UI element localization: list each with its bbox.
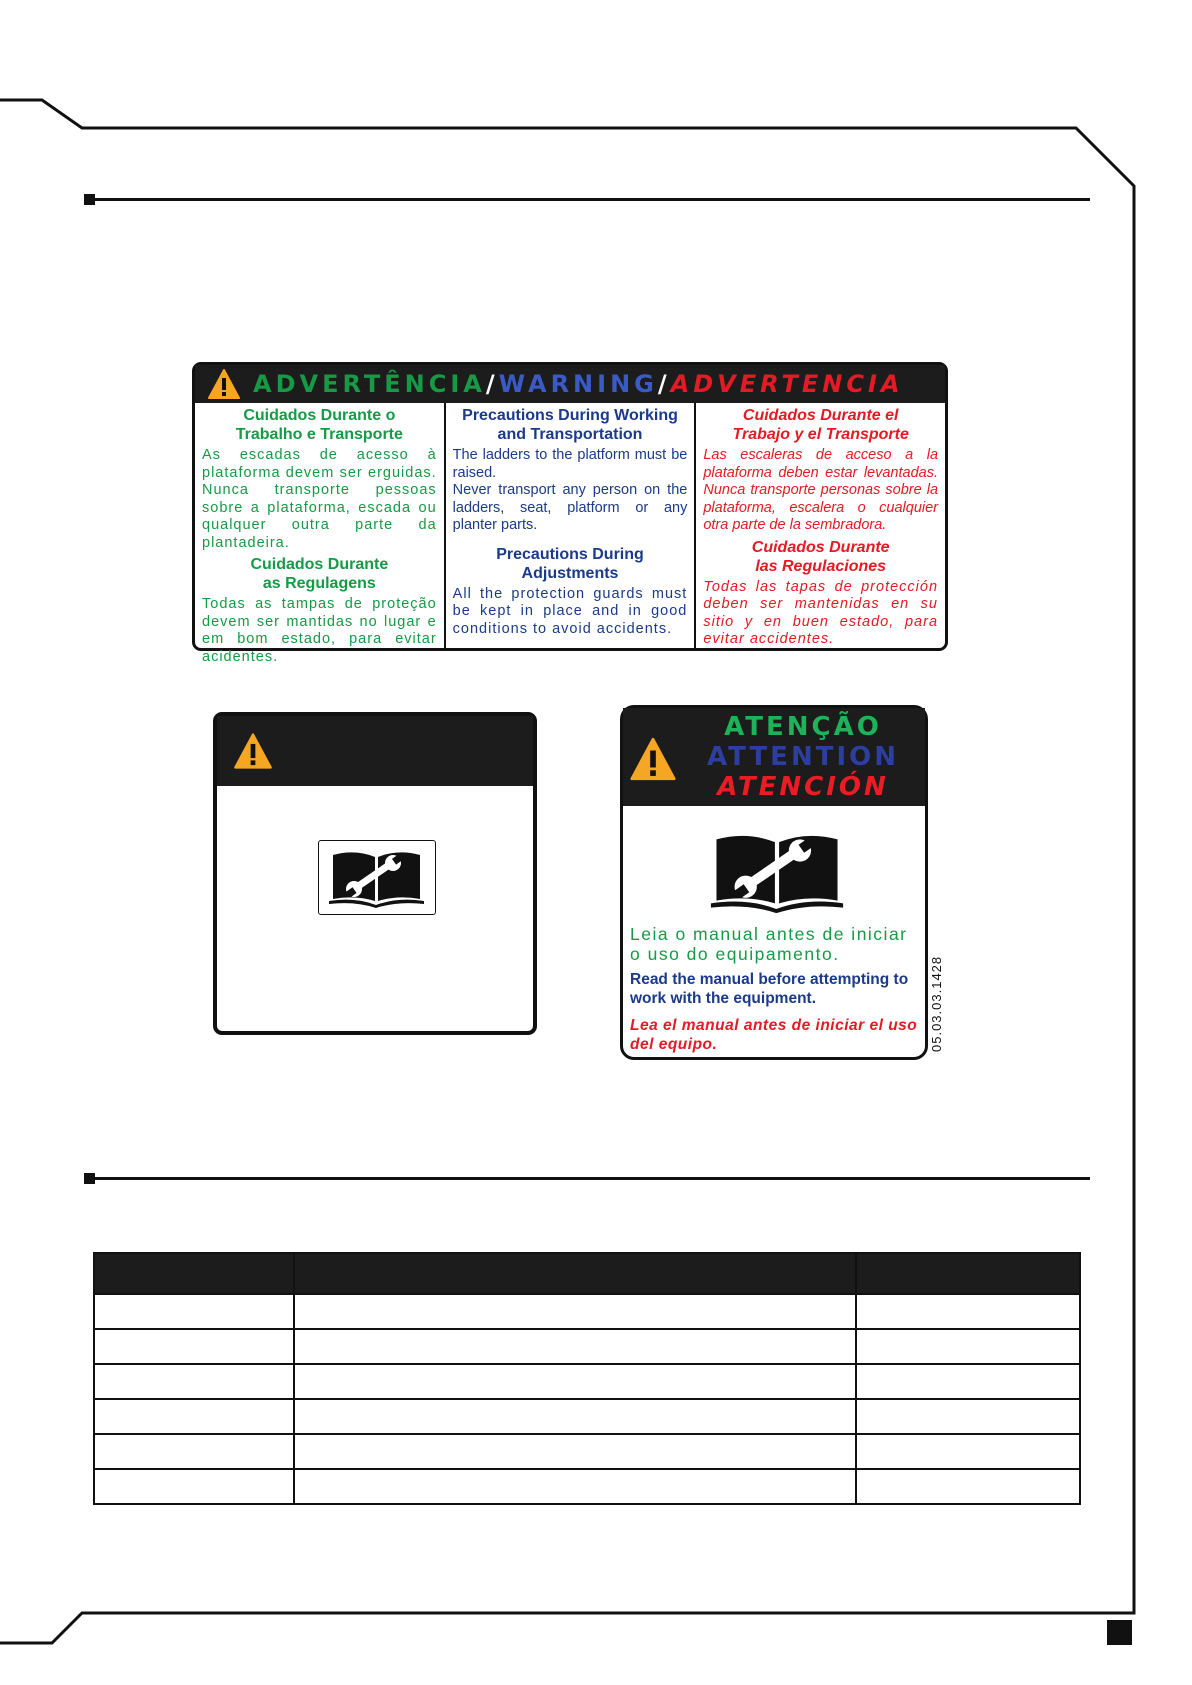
table-row xyxy=(94,1294,1080,1329)
attention-title-es: ATENCIÓN xyxy=(717,772,889,802)
attention-decal xyxy=(620,705,928,1060)
manual-decal-blank xyxy=(213,712,537,1035)
page-number-box xyxy=(1107,1620,1132,1645)
attention-text-es: Lea el manual antes de iniciar el uso del equipo. xyxy=(630,1017,918,1053)
column-heading: Cuidados Durante las Regulaciones xyxy=(751,538,890,575)
attention-text-en: Read the manual before attempting to work with the equipment. xyxy=(630,971,909,1007)
table-header-row xyxy=(94,1253,1080,1294)
warning-triangle-icon xyxy=(207,368,241,400)
column-text: All the protection guards must be kept in place and in good conditions to avoid accidents. xyxy=(452,585,688,637)
warning-column-pt xyxy=(195,403,444,665)
manual-decal-blank-header xyxy=(217,716,533,786)
warning-column-es xyxy=(694,403,945,650)
attention-title-pt: ATENÇÃO xyxy=(724,712,882,742)
column-text: As escadas de acesso à plataforma devem ser erguidas. Nunca transporte pessoas sobre a plataforma, escada ou qualquer outra parte da plantadeira. xyxy=(202,447,437,551)
manual-book-wrench-icon xyxy=(697,816,857,924)
warning-decal xyxy=(192,362,948,665)
attention-decal-header xyxy=(623,708,925,806)
column-heading: Cuidados Durante el Trabajo y el Transporte xyxy=(732,407,909,443)
table-header-cell xyxy=(94,1253,294,1294)
warning-triangle-icon xyxy=(629,736,677,782)
table-row xyxy=(94,1329,1080,1364)
warning-decal-header xyxy=(195,365,945,403)
warning-column-en xyxy=(444,403,695,650)
decal-part-code: 05.03.03.1428 xyxy=(929,955,944,1052)
table-header-cell xyxy=(856,1253,1080,1294)
column-text: The ladders to the platform must be raised. Never transport any person on the ladders, seat, platform or any planter parts. xyxy=(452,447,688,533)
attention-text-pt: Leia o manual antes de iniciar o uso do equipamento. xyxy=(630,924,908,964)
column-heading: Cuidados Durante o Trabalho e Transporte xyxy=(235,407,403,443)
column-heading: Cuidados Durante as Regulagens xyxy=(250,556,389,592)
manual-book-wrench-icon xyxy=(318,840,436,915)
decal-table xyxy=(93,1252,1081,1505)
table-row xyxy=(94,1469,1080,1504)
attention-title-en: ATTENTION xyxy=(707,742,899,772)
section-rule-top xyxy=(86,198,1090,201)
table-row xyxy=(94,1434,1080,1469)
table-row xyxy=(94,1364,1080,1399)
column-text: Las escaleras de acceso a la plataforma deben estar levantadas. Nunca transporte personas sobre la plataforma, escalera o cualquier otra parte de la sembradora. xyxy=(703,447,939,533)
warning-triangle-icon xyxy=(233,732,273,770)
column-heading: Precautions During Working and Transportation xyxy=(462,407,678,443)
table-header-cell xyxy=(294,1253,856,1294)
column-heading: Precautions During Adjustments xyxy=(496,545,644,582)
table-row xyxy=(94,1399,1080,1434)
section-rule-bottom xyxy=(86,1177,1090,1180)
column-text: Todas las tapas de protección deben ser mantenidas en su sitio y en buen estado, para evitar accidentes. xyxy=(703,578,939,647)
warning-decal-title: ADVERTÊNCIA/WARNING/ADVERTENCIA xyxy=(253,370,904,398)
column-text: Todas as tampas de proteção devem ser mantidas no lugar e em bom estado, para evitar acidentes. xyxy=(202,596,437,665)
